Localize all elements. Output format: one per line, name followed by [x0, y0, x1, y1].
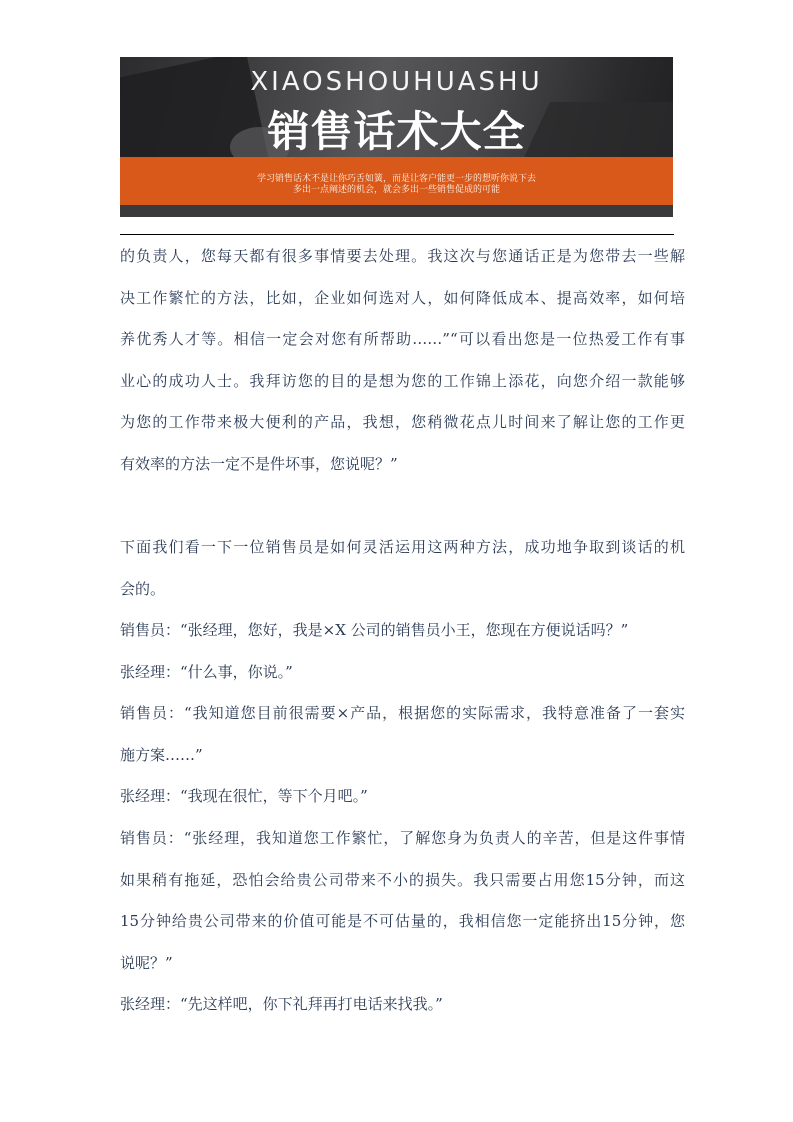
body-text-line: 业心的成功人士。我拜访您的目的是想为您的工作锦上添花，向您介绍一款能够	[120, 372, 685, 390]
dialogue-line: 张经理：“我现在很忙，等下个月吧。”	[120, 787, 368, 805]
dialogue-line: 如果稍有拖延，恐怕会给贵公司带来不小的损失。我只需要占用您15分钟，而这	[120, 871, 685, 889]
dialogue-line: 施方案……”	[120, 746, 203, 764]
dialogue-line: 张经理：“什么事，你说。”	[120, 663, 293, 681]
banner-title-english: XIAOSHOUHUASHU	[250, 67, 543, 97]
dialogue-line: 销售员：“张经理，我知道您工作繁忙，了解您身为负责人的辛苦，但是这件事情	[120, 829, 685, 847]
header-divider	[120, 234, 674, 235]
body-text-line: 有效率的方法一定不是件坏事，您说呢？”	[120, 455, 398, 473]
dialogue-line: 销售员：“我知道您目前很需要×产品，根据您的实际需求，我特意准备了一套实	[120, 704, 685, 722]
header-banner	[120, 57, 673, 217]
banner-title-chinese: 销售话术大全	[267, 107, 526, 156]
body-text-line: 的负责人，您每天都有很多事情要去处理。我这次与您通话正是为您带去一些解	[120, 247, 685, 265]
body-text-line: 养优秀人才等。相信一定会对您有所帮助……”“可以看出您是一位热爱工作有事	[120, 330, 685, 348]
banner-tagline-line-2: 多出一点阐述的机会，就会多出一些销售促成的可能	[292, 185, 500, 195]
body-text-line: 下面我们看一下一位销售员是如何灵活运用这两种方法，成功地争取到谈话的机	[120, 538, 685, 556]
body-text-line: 决工作繁忙的方法，比如，企业如何选对人，如何降低成本、提高效率，如何培	[120, 289, 685, 307]
dialogue-line: 销售员：“张经理，您好，我是×X 公司的销售员小王，您现在方便说话吗？”	[120, 621, 629, 639]
dialogue-line: 张经理：“先这样吧，你下礼拜再打电话来找我。”	[120, 995, 443, 1013]
banner-tagline-line-1: 学习销售话术不是让你巧舌如簧，而是让客户能更一步的想听你说下去	[256, 174, 536, 184]
body-text-line: 会的。	[120, 580, 166, 598]
dialogue-line: 15分钟给贵公司带来的价值可能是不可估量的，我相信您一定能挤出15分钟，您	[120, 912, 685, 930]
body-text-line: 为您的工作带来极大便利的产品，我想，您稍微花点儿时间来了解让您的工作更	[120, 413, 685, 431]
dialogue-line: 说呢？”	[120, 954, 173, 972]
banner-bottom-band	[120, 205, 673, 217]
